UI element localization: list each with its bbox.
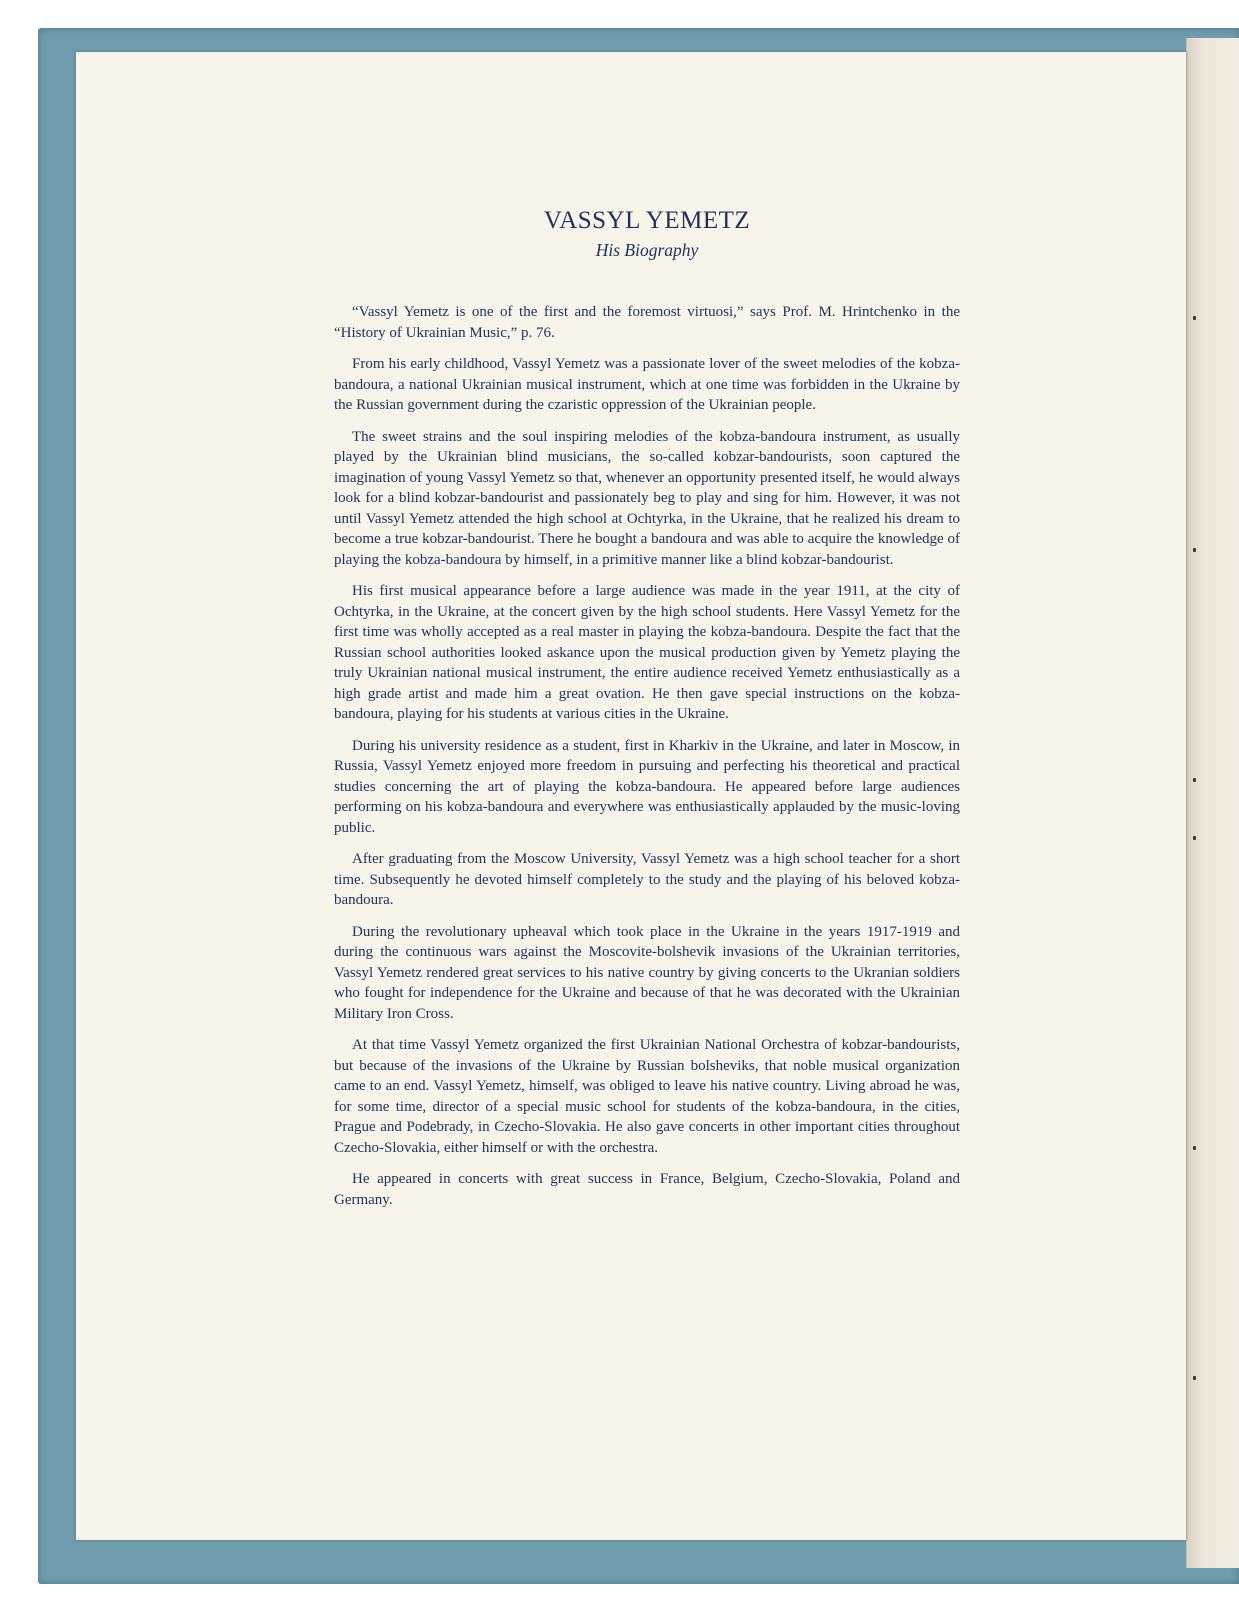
paragraph-kobzar: The sweet strains and the soul inspiring melodies of the kobza-bandoura instrument, as usually played by the Ukrainian blind musicians, the so-called kobzar-bandourists, soon captured the imagination of young Vassyl Yemetz so that, whenever an opportunity presented itself, he would always look for a blind kobzar-bandourist and passionately beg to play and sing for him. However, it was not until Vassyl Yemetz attended the high school at Ochtyrka, in the Ukraine, that he realized his dream to become a true kobzar-bandourist. There he bought a bandoura and was able to acquire the knowledge of playing the kobza-bandoura by himself, in a primitive manner like a blind kobzar-bandourist. [334,428,960,568]
paragraph-first-appearance: His first musical appearance before a large audience was made in the year 1911, at the city of Ochtyrka, in the Ukraine, at the concert given by the high school students. Here Vassyl Yemetz for the first time was wholly accepted as a real master in playing the kobza-bandoura. Despite the fact that the Russian school authorities looked askance upon the musical production given by Yemetz playing the truly Ukrainian national musical instrument, the entire audience received Yemetz enthusiastically as a high grade artist and made him a great ovation. He then gave special instructions on the kobza-bandoura, playing for his students at various cities in the Ukraine. [334,583,960,722]
paragraph-graduation: After graduating from the Moscow University, Vassyl Yemetz was a high school teacher for a short time. Subsequently he devoted himself completely to the study and the playing of his beloved kobza-bandoura. [334,851,960,908]
paragraph-revolution: During the revolutionary upheaval which took place in the Ukraine in the years 1917-1919 and during the continuous wars against the Moscovite-bolshevik invasions of the Ukrainian territories, Vassyl Yemetz rendered great services to his native country by giving concerts to the Ukranian soldiers who fought for independence for the Ukraine and because of that he was decorated with the Ukrainian Military Iron Cross. [334,923,960,1022]
biography-body [334,302,960,1210]
page-subtitle: His Biography [595,240,699,260]
paragraph-quote: “Vassyl Yemetz is one of the first and the foremost virtuosi,” says Prof. M. Hrintchenko in the “History of Ukrainian Music,” p. 76. [334,304,960,341]
paragraph-university: During his university residence as a student, first in Kharkiv in the Ukraine, and later in Moscow, in Russia, Vassyl Yemetz enjoyed more freedom in pursuing and perfecting his theoretical and practical studies concerning the art of playing the kobza-bandoura. He appeared before large audiences performing on his kobza-bandoura and everywhere was enthusiastically applauded by the music-loving public. [334,737,960,836]
facing-page-edge [1186,38,1239,1568]
paragraph-orchestra: At that time Vassyl Yemetz organized the first Ukrainian National Orchestra of kobzar-bandourists, but because of the invasions of the Ukraine by Russian bolsheviks, that noble musical organization came to an end. Vassyl Yemetz, himself, was obliged to leave his native country. Living abroad he was, for some time, director of a special music school for students of the kobza-bandoura, in the cities, Prague and Podebrady, in Czecho-Slovakia. He also gave concerts in other important cities throughout Czecho-Slovakia, either himself or with the orchestra. [334,1037,960,1156]
binding-stitch [1193,1376,1196,1380]
page-title: VASSYL YEMETZ [543,207,751,234]
biography-content [334,206,960,1221]
paragraph-concerts: He appeared in concerts with great success in France, Belgium, Czecho-Slovakia, Poland and Germany. [334,1171,960,1208]
paragraph-childhood: From his early childhood, Vassyl Yemetz was a passionate lover of the sweet melodies of the kobza-bandoura, a national Ukrainian musical instrument, which at one time was forbidden in the Ukraine by the Russian government during the czaristic oppression of the Ukrainian people. [334,356,960,413]
binding-stitch [1193,1146,1196,1150]
binding-stitch [1193,778,1196,782]
binding-stitch [1193,316,1196,320]
binding-stitch [1193,836,1196,840]
binding-stitch [1193,548,1196,552]
